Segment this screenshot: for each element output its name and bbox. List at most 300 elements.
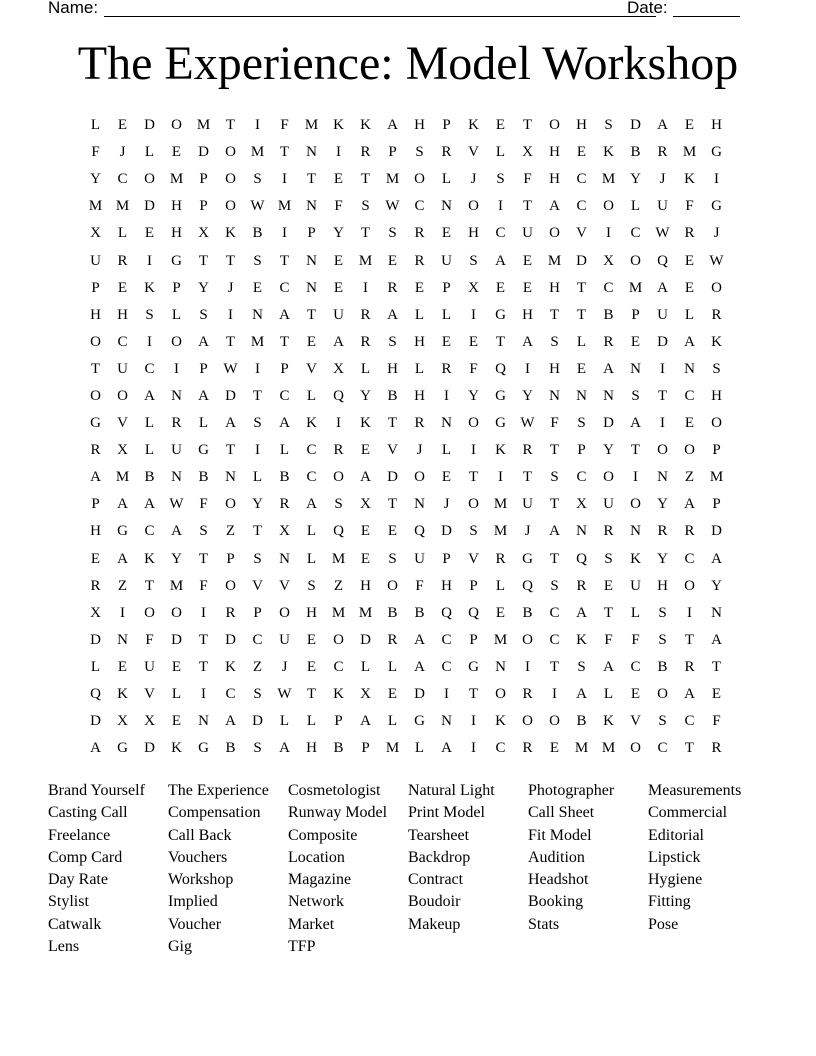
grid-letter: I [444, 686, 449, 703]
grid-letter: T [306, 686, 317, 703]
grid-letter: O [414, 469, 425, 486]
grid-letter: G [117, 523, 128, 540]
grid-letter: V [252, 577, 263, 594]
grid-letter: M [358, 604, 373, 621]
date-label: Date: [627, 0, 668, 17]
grid-row [82, 112, 730, 139]
grid-letter: D [90, 631, 101, 648]
grid-letter: T [576, 306, 587, 323]
grid-letter: O [225, 496, 236, 513]
page-title: The Experience: Model Workshop [77, 37, 739, 90]
grid-letter: Z [117, 577, 128, 594]
grid-letter: R [90, 577, 101, 594]
grid-letter: G [495, 415, 506, 432]
grid-letter: S [253, 171, 262, 188]
grid-letter: R [171, 415, 182, 432]
grid-letter: K [495, 713, 506, 730]
grid-letter: N [657, 469, 668, 486]
grid-letter: A [117, 496, 128, 513]
word-bank-item: Casting Call [48, 804, 128, 822]
grid-letter: O [684, 577, 695, 594]
grid-letter: P [307, 225, 316, 242]
grid-letter: S [550, 333, 559, 350]
grid-letter: M [331, 604, 346, 621]
grid-letter: P [334, 713, 343, 730]
grid-letter: F [334, 198, 343, 215]
grid-letter: K [171, 740, 182, 757]
grid-letter: A [684, 333, 695, 350]
grid-letter: R [576, 577, 587, 594]
grid-letter: E [333, 279, 344, 296]
grid-letter: L [144, 415, 155, 432]
grid-letter: L [144, 442, 155, 459]
grid-letter: F [415, 577, 424, 594]
word-bank-item: Voucher [168, 915, 222, 933]
grid-letter: N [630, 360, 641, 377]
grid-letter: A [117, 550, 128, 567]
grid-letter: T [225, 117, 236, 134]
grid-letter: D [90, 713, 101, 730]
grid-letter: A [387, 306, 398, 323]
grid-letter: F [199, 496, 208, 513]
grid-letter: O [630, 740, 641, 757]
grid-letter: K [468, 117, 479, 134]
grid-letter: R [711, 306, 722, 323]
word-bank-item: Market [288, 915, 335, 933]
grid-letter: C [279, 387, 290, 404]
grid-letter: N [306, 279, 317, 296]
grid-letter: Y [90, 171, 101, 188]
grid-letter: J [659, 171, 666, 188]
grid-letter: N [306, 144, 317, 161]
grid-letter: W [223, 360, 238, 377]
grid-letter: T [198, 631, 209, 648]
grid-letter: K [711, 333, 722, 350]
grid-letter: S [577, 658, 586, 675]
grid-letter: C [576, 198, 587, 215]
grid-letter: Y [711, 577, 722, 594]
grid-letter: T [576, 279, 587, 296]
word-bank-item: Vouchers [168, 848, 228, 866]
grid-letter: E [387, 686, 398, 703]
grid-letter: L [414, 360, 425, 377]
grid-letter: L [279, 442, 290, 459]
word-bank-item: Compensation [168, 804, 261, 822]
grid-letter: K [603, 144, 614, 161]
grid-letter: J [524, 523, 531, 540]
word-bank-item [528, 936, 648, 958]
grid-letter: R [414, 415, 425, 432]
grid-letter: L [360, 360, 371, 377]
grid-row [82, 139, 730, 166]
grid-letter: T [252, 387, 263, 404]
grid-letter: H [306, 604, 317, 621]
grid-letter: T [198, 550, 209, 567]
grid-letter: Y [522, 387, 533, 404]
grid-letter: C [306, 442, 317, 459]
grid-letter: K [117, 686, 128, 703]
grid-letter: C [441, 631, 452, 648]
grid-letter: T [549, 442, 560, 459]
grid-letter: Z [225, 523, 236, 540]
grid-letter: W [250, 198, 265, 215]
grid-row [82, 247, 730, 274]
grid-letter: F [550, 415, 559, 432]
grid-letter: I [633, 469, 638, 486]
grid-letter: B [144, 469, 155, 486]
grid-letter: L [171, 306, 182, 323]
grid-letter: G [711, 198, 722, 215]
grid-letter: M [304, 117, 319, 134]
grid-letter: E [468, 333, 479, 350]
grid-letter: B [657, 658, 668, 675]
grid-letter: U [522, 225, 533, 242]
grid-letter: J [227, 279, 234, 296]
date-blank-line [673, 16, 740, 17]
grid-letter: U [414, 550, 425, 567]
grid-letter: R [522, 442, 533, 459]
grid-letter: M [88, 198, 103, 215]
grid-letter: V [576, 225, 587, 242]
grid-letter: O [333, 469, 344, 486]
grid-letter: L [90, 117, 101, 134]
word-bank-item: Day Rate [48, 871, 108, 889]
grid-letter: D [711, 523, 722, 540]
grid-letter: S [253, 415, 262, 432]
grid-letter: O [387, 577, 398, 594]
grid-letter: F [604, 631, 613, 648]
grid-letter: P [199, 198, 208, 215]
grid-letter: K [603, 713, 614, 730]
grid-letter: P [226, 550, 235, 567]
grid-row [82, 329, 730, 356]
grid-letter: O [468, 415, 479, 432]
grid-letter: P [199, 171, 208, 188]
grid-letter: P [442, 117, 451, 134]
grid-letter: N [171, 387, 182, 404]
word-bank-item: Measurements [648, 782, 742, 799]
grid-row [82, 302, 730, 329]
grid-letter: O [279, 604, 290, 621]
grid-letter: A [549, 198, 560, 215]
word-bank-item: Freelance [48, 826, 111, 844]
grid-letter: D [657, 333, 668, 350]
grid-letter: T [549, 306, 560, 323]
grid-letter: N [603, 387, 614, 404]
grid-letter: E [495, 279, 506, 296]
grid-letter: A [414, 658, 425, 675]
grid-letter: R [225, 604, 236, 621]
grid-letter: C [684, 550, 695, 567]
grid-letter: M [574, 740, 589, 757]
grid-letter: U [630, 577, 641, 594]
grid-letter: D [441, 523, 452, 540]
grid-letter: L [144, 144, 155, 161]
grid-letter: A [144, 387, 155, 404]
grid-letter: E [306, 333, 317, 350]
grid-letter: H [414, 333, 425, 350]
grid-letter: I [714, 171, 719, 188]
word-bank-item [648, 936, 768, 958]
grid-letter: T [279, 144, 290, 161]
grid-letter: O [171, 604, 182, 621]
grid-letter: A [171, 523, 182, 540]
grid-letter: W [709, 252, 724, 269]
grid-letter: O [468, 496, 479, 513]
grid-row [82, 166, 730, 193]
grid-letter: O [414, 171, 425, 188]
grid-letter: J [443, 496, 450, 513]
grid-letter: Y [171, 550, 182, 567]
grid-letter: D [225, 631, 236, 648]
grid-letter: M [250, 333, 265, 350]
grid-letter: C [549, 631, 560, 648]
grid-letter: X [198, 225, 209, 242]
grid-row [82, 464, 730, 491]
grid-letter: U [657, 306, 668, 323]
grid-letter: E [387, 523, 398, 540]
grid-letter: M [682, 144, 697, 161]
grid-letter: D [225, 387, 236, 404]
grid-letter: T [468, 469, 479, 486]
grid-letter: A [279, 415, 290, 432]
grid-letter: I [255, 442, 260, 459]
grid-letter: I [525, 360, 530, 377]
grid-letter: L [414, 306, 425, 323]
grid-letter: P [442, 550, 451, 567]
grid-letter: O [144, 604, 155, 621]
grid-letter: C [225, 686, 236, 703]
grid-letter: N [576, 523, 587, 540]
grid-letter: H [522, 306, 533, 323]
grid-letter: O [90, 333, 101, 350]
grid-letter: M [601, 171, 616, 188]
grid-letter: E [171, 144, 182, 161]
grid-letter: U [522, 496, 533, 513]
grid-letter: A [387, 117, 398, 134]
grid-letter: K [333, 686, 344, 703]
grid-letter: Z [333, 577, 344, 594]
grid-letter: Q [90, 686, 101, 703]
grid-letter: O [657, 442, 668, 459]
grid-letter: B [630, 144, 641, 161]
word-bank [48, 780, 768, 958]
grid-letter: M [493, 496, 508, 513]
header [48, 0, 748, 21]
grid-letter: O [522, 631, 533, 648]
grid-letter: A [630, 415, 641, 432]
grid-letter: B [333, 740, 344, 757]
grid-letter: O [603, 198, 614, 215]
grid-letter: L [252, 469, 263, 486]
grid-letter: R [360, 333, 371, 350]
grid-letter: N [549, 387, 560, 404]
grid-letter: S [388, 333, 397, 350]
grid-letter: P [388, 144, 397, 161]
grid-letter: N [684, 360, 695, 377]
grid-letter: F [280, 117, 289, 134]
grid-letter: X [603, 252, 614, 269]
word-bank-item: Call Back [168, 826, 232, 844]
grid-letter: Q [468, 604, 479, 621]
word-bank-item: Catwalk [48, 915, 102, 933]
grid-letter: G [495, 306, 506, 323]
name-blank-line [104, 16, 656, 17]
grid-letter: M [709, 469, 724, 486]
grid-letter: T [522, 469, 533, 486]
grid-letter: S [307, 577, 316, 594]
grid-letter: P [712, 442, 721, 459]
word-bank-item: Lipstick [648, 848, 701, 866]
grid-letter: D [198, 144, 209, 161]
grid-letter: S [658, 713, 667, 730]
grid-letter: C [630, 658, 641, 675]
grid-letter: C [144, 523, 155, 540]
grid-letter: O [225, 171, 236, 188]
grid-letter: O [684, 442, 695, 459]
grid-letter: T [360, 225, 371, 242]
grid-letter: L [117, 225, 128, 242]
grid-letter: I [147, 333, 152, 350]
grid-letter: S [604, 117, 613, 134]
grid-letter: S [145, 306, 154, 323]
grid-letter: M [385, 740, 400, 757]
grid-letter: D [603, 415, 614, 432]
grid-letter: H [657, 577, 668, 594]
grid-letter: U [117, 360, 128, 377]
grid-letter: I [660, 360, 665, 377]
grid-letter: H [549, 360, 560, 377]
grid-letter: X [576, 496, 587, 513]
grid-letter: L [306, 523, 317, 540]
grid-letter: O [657, 686, 668, 703]
grid-letter: P [91, 496, 100, 513]
grid-letter: C [549, 604, 560, 621]
grid-letter: C [117, 333, 128, 350]
grid-row [82, 546, 730, 573]
grid-row [82, 383, 730, 410]
grid-letter: T [198, 252, 209, 269]
grid-letter: K [495, 442, 506, 459]
grid-letter: H [90, 523, 101, 540]
word-bank-item [408, 936, 528, 958]
grid-letter: N [495, 658, 506, 675]
grid-letter: Y [198, 279, 209, 296]
grid-letter: I [174, 360, 179, 377]
grid-letter: A [225, 713, 236, 730]
grid-letter: Q [333, 523, 344, 540]
grid-letter: A [306, 496, 317, 513]
grid-letter: M [250, 144, 265, 161]
grid-letter: E [441, 225, 452, 242]
word-bank-item: Fit Model [528, 826, 592, 844]
grid-letter: Z [684, 469, 695, 486]
name-label: Name: [48, 0, 99, 17]
grid-letter: C [333, 658, 344, 675]
grid-letter: E [495, 604, 506, 621]
grid-letter: R [333, 442, 344, 459]
grid-letter: I [606, 225, 611, 242]
grid-letter: R [684, 523, 695, 540]
grid-letter: E [684, 279, 695, 296]
grid-letter: L [306, 387, 317, 404]
grid-letter: E [333, 252, 344, 269]
grid-letter: L [360, 658, 371, 675]
grid-letter: I [552, 686, 557, 703]
grid-row [82, 627, 730, 654]
grid-letter: C [576, 171, 587, 188]
grid-letter: I [498, 469, 503, 486]
grid-row [82, 491, 730, 518]
grid-letter: Y [252, 496, 263, 513]
grid-letter: F [199, 577, 208, 594]
grid-letter: S [550, 469, 559, 486]
grid-letter: O [225, 577, 236, 594]
grid-letter: O [630, 252, 641, 269]
grid-letter: N [198, 713, 209, 730]
grid-letter: N [306, 198, 317, 215]
grid-letter: P [199, 360, 208, 377]
word-bank-item: The Experience [168, 782, 269, 799]
word-bank-item: Backdrop [408, 848, 471, 866]
grid-letter: I [228, 306, 233, 323]
grid-letter: T [225, 442, 236, 459]
grid-letter: C [252, 631, 263, 648]
grid-letter: H [711, 387, 722, 404]
grid-letter: I [471, 713, 476, 730]
grid-letter: D [414, 686, 425, 703]
grid-letter: W [655, 225, 670, 242]
grid-letter: R [603, 523, 614, 540]
grid-letter: G [171, 252, 182, 269]
grid-letter: G [198, 442, 209, 459]
grid-letter: A [360, 469, 371, 486]
grid-letter: E [117, 117, 128, 134]
grid-letter: J [119, 144, 126, 161]
grid-letter: I [336, 144, 341, 161]
grid-letter: X [90, 225, 101, 242]
grid-letter: A [495, 252, 506, 269]
grid-letter: T [603, 604, 614, 621]
grid-letter: O [171, 333, 182, 350]
grid-letter: C [576, 469, 587, 486]
grid-letter: A [603, 658, 614, 675]
grid-letter: Q [522, 577, 533, 594]
grid-letter: C [657, 740, 668, 757]
grid-letter: N [576, 387, 587, 404]
grid-letter: F [712, 713, 721, 730]
grid-letter: Y [657, 496, 668, 513]
grid-letter: H [576, 117, 587, 134]
grid-letter: E [603, 577, 614, 594]
grid-letter: J [416, 442, 423, 459]
grid-letter: T [144, 577, 155, 594]
grid-letter: E [522, 279, 533, 296]
grid-letter: S [388, 550, 397, 567]
grid-letter: H [171, 225, 182, 242]
grid-letter: S [658, 604, 667, 621]
grid-letter: M [601, 740, 616, 757]
grid-letter: S [550, 577, 559, 594]
grid-letter: H [711, 117, 722, 134]
grid-letter: E [117, 279, 128, 296]
grid-letter: R [414, 225, 425, 242]
grid-letter: O [630, 496, 641, 513]
grid-letter: T [522, 117, 533, 134]
grid-letter: G [468, 658, 479, 675]
grid-letter: H [306, 740, 317, 757]
grid-letter: B [522, 604, 533, 621]
